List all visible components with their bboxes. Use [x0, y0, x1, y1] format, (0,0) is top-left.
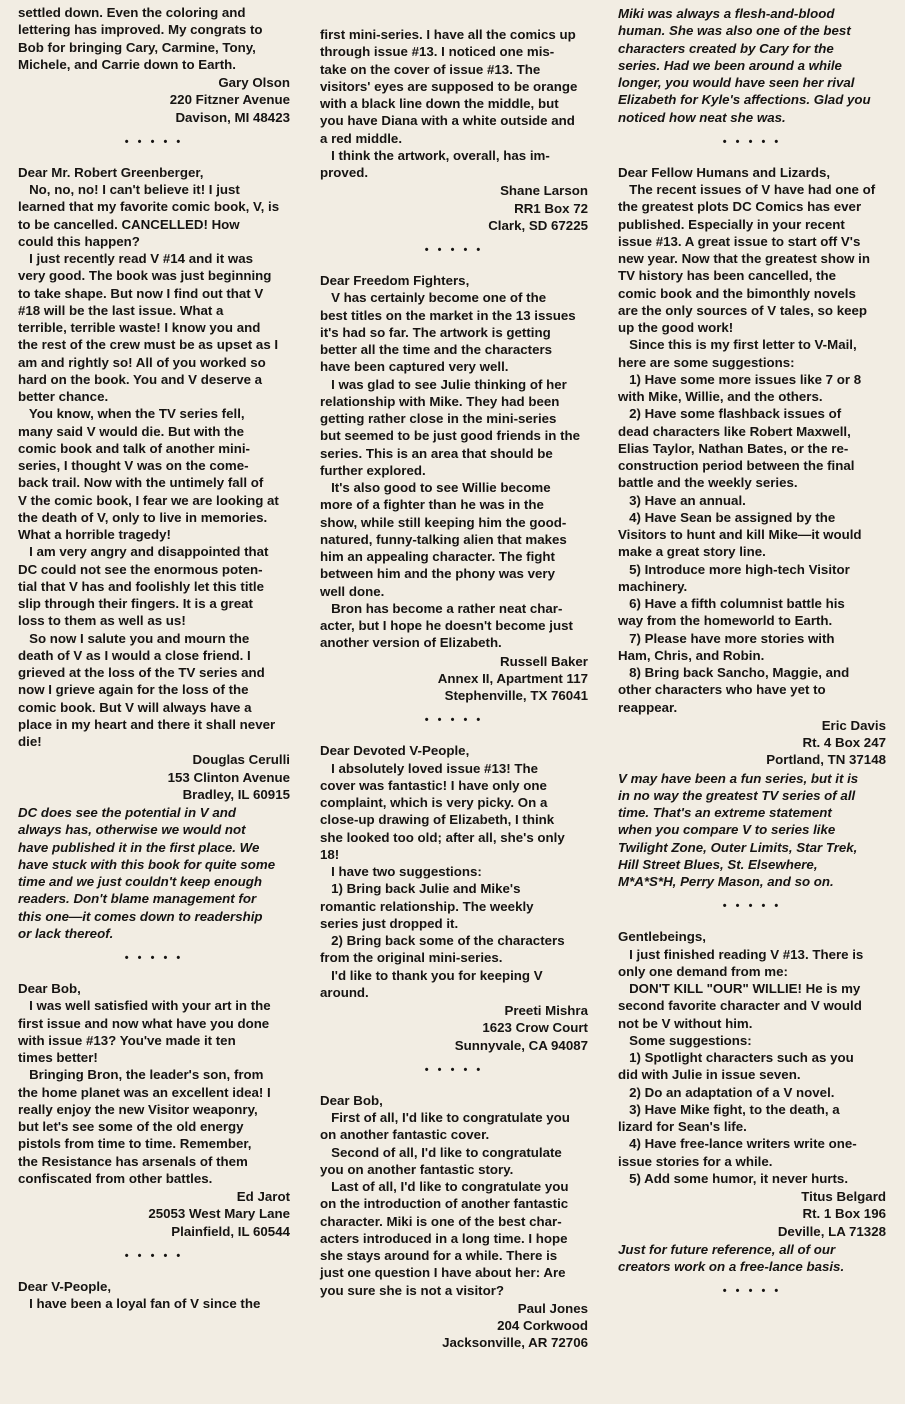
letter-body: I just finished reading V #13. There is only one demand from me: DON'T KILL "OUR" WILLIE! He is my second favorite character and V would not be V without him. Some suggestions: 1) Spotlight characters such as you did with Julie in issue seven. 2) Do an adaptation of a V novel. 3) Have Mike fight, to the death, a lizard for Sean's life. 4) Have free-lance writers write one- issue stories for a while. 5) Add some humor, it never hurts.: [618, 946, 864, 1186]
letter-signature: Douglas Cerulli 153 Clinton Avenue Bradley, IL 60915: [167, 752, 290, 802]
letter-divider: • • • • •: [722, 1285, 782, 1298]
letter-salutation: Gentlebeings,: [618, 929, 706, 945]
letter-signature: Russell Baker Annex II, Apartment 117 Stephenville, TX 76041: [437, 653, 588, 703]
letter-salutation: Dear Freedom Fighters,: [320, 273, 470, 288]
column-2: [320, 26, 588, 1352]
letter-divider: • • • • •: [124, 135, 184, 148]
letter-signature: Shane Larson RR1 Box 72 Clark, SD 67225: [488, 183, 588, 233]
editor-reply: DC does see the potential in V and always has, otherwise we would not have published it in the first place. We have stuck with this book for quite some time and we just couldn't keep enough readers. Don't blame management for this one—it comes down to readership or lack thereof.: [18, 805, 276, 941]
editor-reply: Miki was always a flesh-and-blood human. She was also one of the best characters created by Cary for the series. Had we been around a while longer, you would have seen her rival Elizabeth for Kyle's affections. Glad you noticed how neat she was.: [618, 6, 871, 125]
letter-body: settled down. Even the coloring and lettering has improved. My congrats to Bob for bringing Cary, Carmine, Tony, Michele, and Carrie down to Earth.: [18, 5, 263, 72]
letter-salutation: Dear V-People,: [18, 1278, 112, 1294]
letter-body: I absolutely loved issue #13! The cover was fantastic! I have only one complaint, which is very picky. On a close-up drawing of Elizabeth, I think she looked too old; after all, she's only 18! I have two suggestions: 1) Bring back Julie and Mike's romantic relationship. The weekly series just dropped it. 2) Bring back some of the characters from the original mini-series. I'd like to thank you for keeping V around.: [320, 760, 565, 1000]
column-3: [618, 4, 886, 1313]
letter-signature: Eric Davis Rt. 4 Box 247 Portland, TN 37148: [766, 717, 886, 768]
letter-body: The recent issues of V have had one of the greatest plots DC Comics has ever published. Especially in your recent issue #13. A great issue to start off V's new year. Now that the greatest show in TV history has been cancelled, the comic book and the bimonthly novels are the only sources of V tales, so keep up the good work! Since this is my first letter to V-Mail, here are some suggestions: 1) Have some more issues like 7 or 8 with Mike, Willie, and the others. 2) Have some flashback issues of dead characters like Robert Maxwell, Elias Taylor, Nathan Bates, or the re- construction period between the final battle and the weekly series. 3) Have an annual. 4) Have Sean be assigned by the Visitors to hunt and kill Mike—it would make a great story line. 5) Introduce more high-tech Visitor machinery. 6) Have a fifth columnist battle his way from the homeworld to Earth. 7) Please have more stories with Ham, Chris, and Robin. 8) Bring back Sancho, Maggie, and other characters who have yet to reappear.: [618, 182, 876, 715]
letter-divider: • • • • •: [424, 714, 484, 727]
letter-body: First of all, I'd like to congratulate you on another fantastic cover. Second of all, I'd like to congratulate you on another fantastic story. Last of all, I'd like to congratulate you on the introduction of another fantastic character. Miki is one of the best char- acters introduced in a long time. I hope she stays around for a while. There is just one question I have about her: Are you sure she is not a visitor?: [320, 1110, 570, 1298]
letter-divider: • • • • •: [722, 135, 782, 148]
letter-divider: • • • • •: [424, 1063, 484, 1076]
letter-divider: • • • • •: [124, 952, 184, 964]
letter-salutation: Dear Devoted V-People,: [320, 743, 470, 759]
letter-signature: Paul Jones 204 Corkwood Jacksonville, AR 72706: [442, 1300, 588, 1351]
letter-body: I was well satisfied with your art in the first issue and now what have you done with issue #13? You've made it ten times better! Bringing Bron, the leader's son, from the home planet was an excellent idea! I really enjoy the new Visitor weaponry, but let's see some of the old energy pistols from time to time. Remember, the Resistance has arsenals of them confiscated from other battles.: [18, 998, 271, 1186]
letter-body: V has certainly become one of the best titles on the market in the 13 issues it's had so far. The artwork is getting better all the time and the characters have been captured very well. I was glad to see Julie thinking of her relationship with Mike. They had been getting rather close in the mini-series but seemed to be just good friends in the series. This is an area that should be further explored. It's also good to see Willie become more of a fighter than he was in the show, while still keeping him the good- natured, funny-talking alien that makes him an appealing character. The fight between him and the phony was very well done. Bron has become a rather neat char- acter, but I hope he doesn't become just another version of Elizabeth.: [320, 290, 581, 651]
editor-reply: Just for future reference, all of our creators work on a free-lance basis.: [618, 1241, 845, 1274]
column-1: [18, 4, 290, 1312]
letter-body: No, no, no! I can't believe it! I just learned that my favorite comic book, V, is to be cancelled. CANCELLED! How could this happen? I just recently read V #14 and it was very good. The book was just beginning to take shape. But now I find out that V #18 will be the last issue. What a terrible, terrible waste! I know you and the rest of the crew must be as upset as I am and rightly so! All of you worked so hard on the book. You and V deserve a better chance. You know, when the TV series fell, many said V would die. But with the comic book and talk of another mini- series, I thought V was on the come- back trail. Now with the untimely fall of V the comic book, I fear we are looking at the death of V, only to live in memories. What a horrible tragedy! I am very angry and disappointed that DC could not see the enormous poten- tial that V has and foolishly let this title slip through their fingers. It is a great loss to them as well as us! So now I salute you and mourn the death of V as I would a close friend. I grieved at the loss of the TV series and now I grieve again for the loss of the comic book. But V will always have a place in my heart and there it shall never die!: [18, 182, 280, 749]
letter-divider: • • • • •: [424, 244, 484, 256]
letter-signature: Titus Belgard Rt. 1 Box 196 Deville, LA 71328: [777, 1189, 886, 1239]
letter-salutation: Dear Bob,: [320, 1092, 383, 1108]
letter-divider: • • • • •: [124, 1249, 184, 1262]
letter-salutation: Dear Fellow Humans and Lizards,: [618, 164, 831, 180]
letter-salutation: Dear Bob,: [18, 981, 81, 996]
letter-signature: Preeti Mishra 1623 Crow Court Sunnyvale, CA 94087: [454, 1003, 588, 1053]
letter-salutation: Dear Mr. Robert Greenberger,: [18, 164, 204, 180]
letter-body: I have been a loyal fan of V since the: [18, 1296, 261, 1311]
editor-reply: V may have been a fun series, but it is in no way the greatest TV series of all time. That's an extreme statement when you compare V to series like Twilight Zone, Outer Limits, Star Trek, Hill Street Blues, St. Elsewhere, M*A*S*H, Perry Mason, and so on.: [618, 770, 859, 889]
letter-divider: • • • • •: [722, 900, 782, 913]
letter-signature: Ed Jarot 25053 West Mary Lane Plainfield, IL 60544: [148, 1189, 290, 1239]
letter-body: first mini-series. I have all the comics up through issue #13. I noticed one mis- take on the cover of issue #13. The visitors' eyes are supposed to be orange with a black line down the middle, but you have Diana with a white outside and a red middle. I think the artwork, overall, has im- proved.: [320, 27, 578, 180]
letter-signature: Gary Olson 220 Fitzner Avenue Davison, MI 48423: [169, 75, 290, 125]
